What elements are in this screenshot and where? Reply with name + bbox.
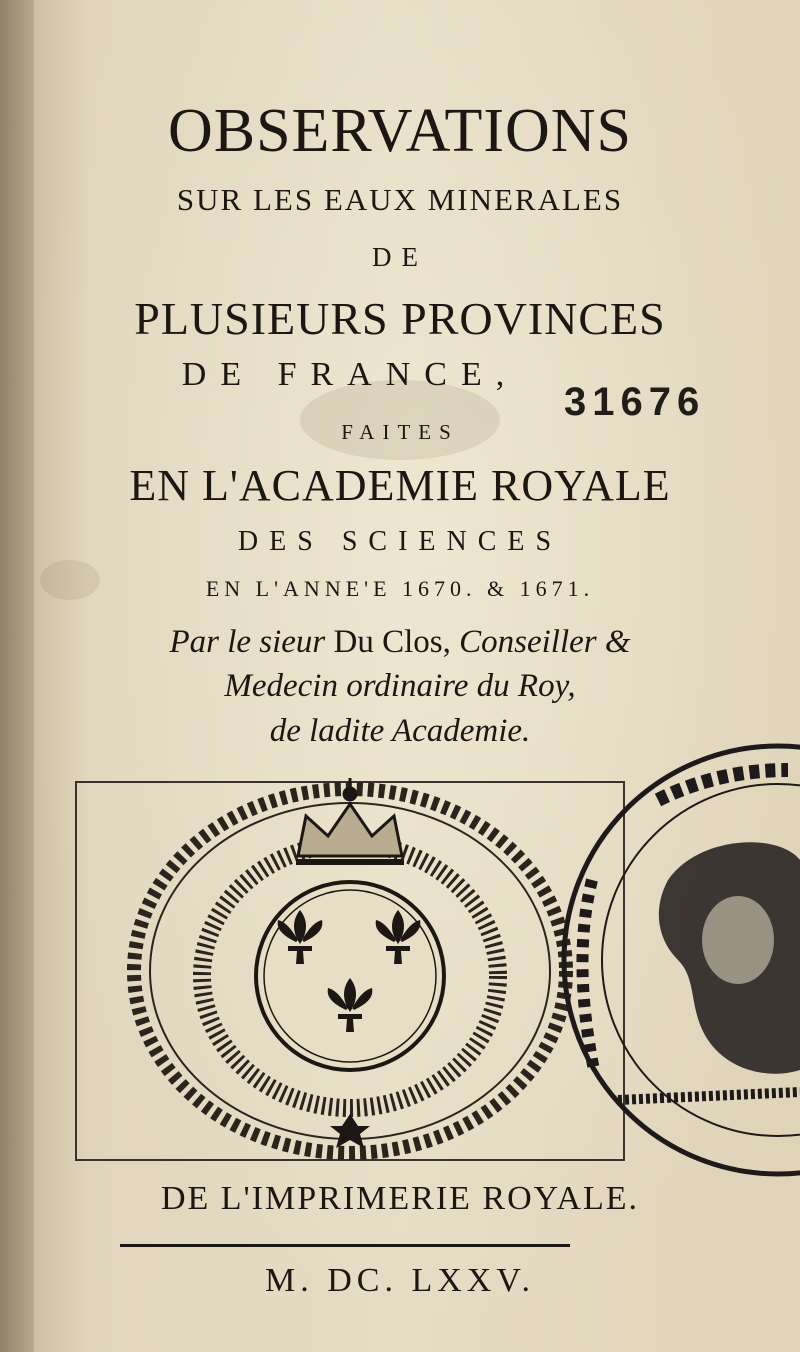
order-pendant-cross-icon <box>330 1114 370 1148</box>
publication-date: M. DC. LXXV. <box>264 1262 535 1299</box>
author-line-3: de ladite Academie. <box>269 713 531 749</box>
stamp-lettering-left <box>582 880 594 1070</box>
title-line-8: DES SCIENCES <box>237 526 563 557</box>
title-line-6: FAITES <box>341 420 459 444</box>
author-line-2: Medecin ordinaire du Roy, <box>224 668 576 704</box>
book-spine-edge <box>0 0 34 1352</box>
author-title: Conseiller & <box>459 624 631 660</box>
title-line-2: SUR LES EAUX MINERALES <box>176 182 624 217</box>
stamp-lettering-bottom <box>618 1092 800 1100</box>
shield <box>256 882 444 1070</box>
title-line-4: PLUSIEURS PROVINCES <box>134 293 666 344</box>
imprint-rule <box>120 1244 570 1247</box>
title-line-5: DE FRANCE, <box>181 356 519 393</box>
title-line-9: EN L'ANNE'E 1670. & 1671. <box>205 576 595 601</box>
title-line-1: OBSERVATIONS <box>167 97 633 165</box>
author-line-1 <box>40 624 760 661</box>
title-line-3: DE <box>372 242 428 272</box>
author-prefix: Par le sieur <box>169 624 326 660</box>
publisher-imprint: DE L'IMPRIMERIE ROYALE. <box>160 1180 640 1217</box>
portrait-bust-icon <box>659 842 800 1074</box>
library-stamp <box>548 740 800 1180</box>
title-line-7: EN L'ACADEMIE ROYALE <box>129 461 671 510</box>
royal-arms-emblem <box>70 776 630 1166</box>
shelfmark-number: 31676 <box>564 380 706 424</box>
crown-icon <box>296 778 404 862</box>
author-name: Du Clos, <box>333 624 451 660</box>
